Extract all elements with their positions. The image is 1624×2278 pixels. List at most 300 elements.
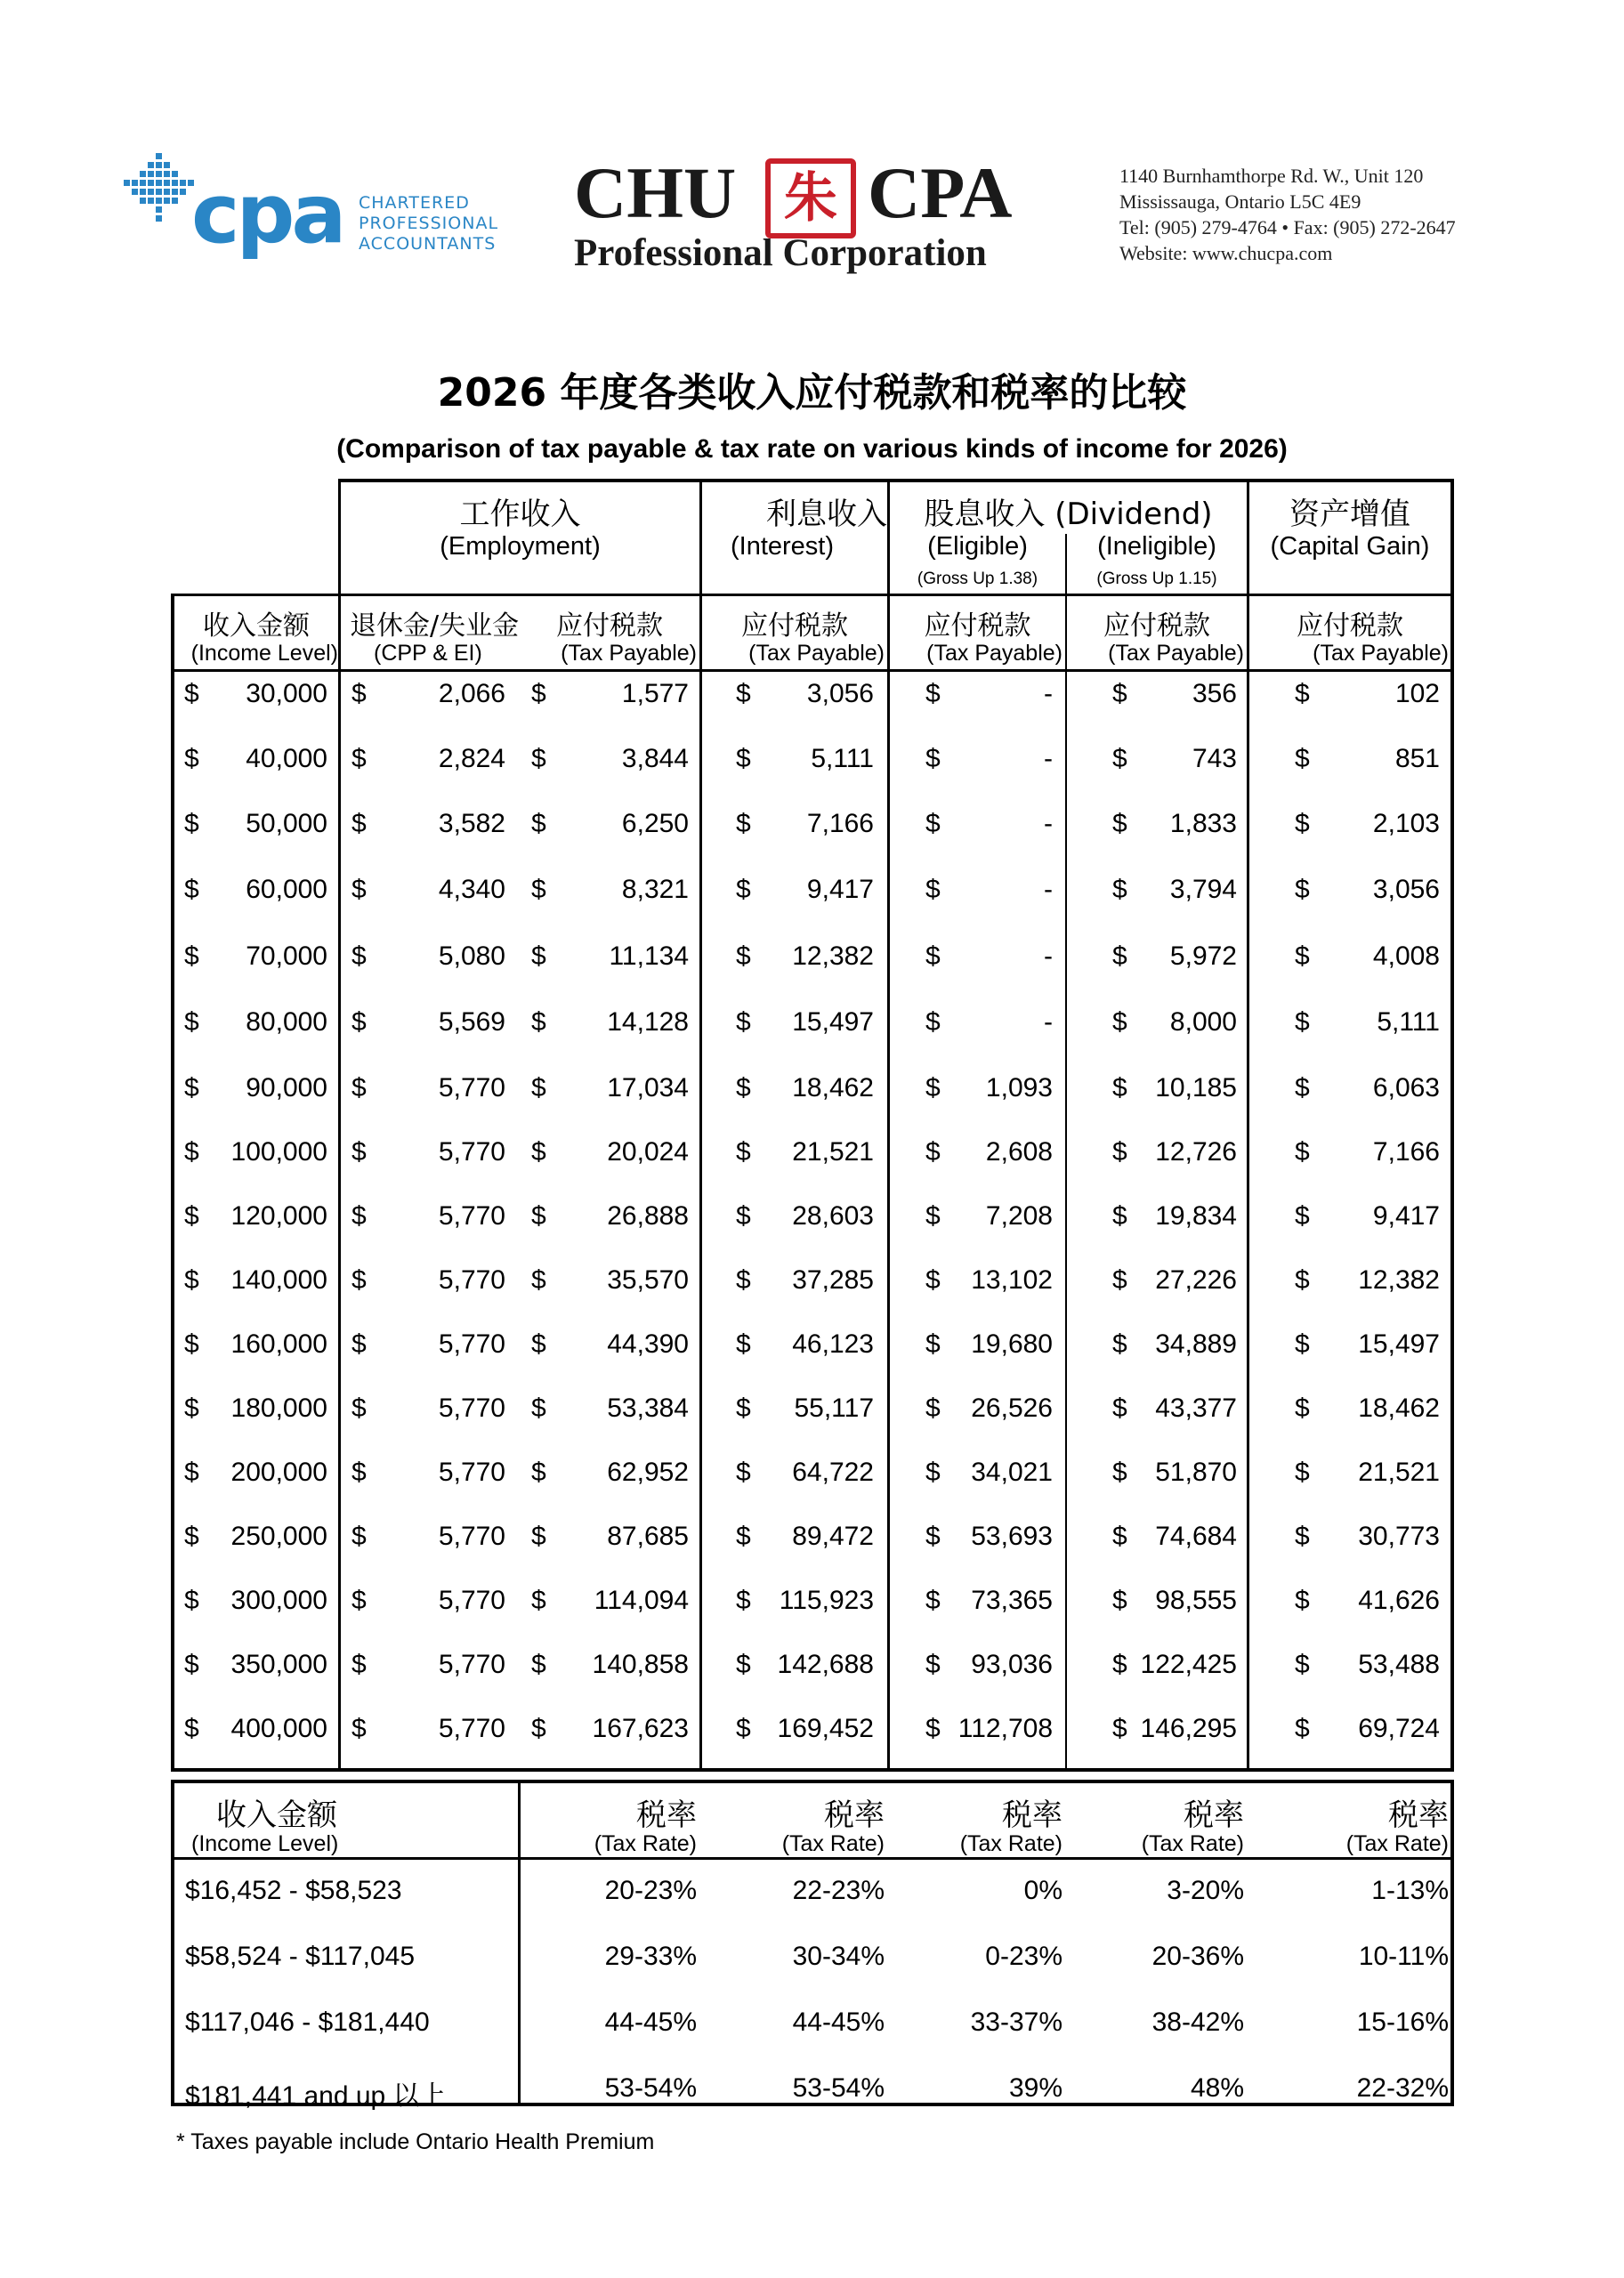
tax-value-cell: 3,794 bbox=[1169, 875, 1237, 904]
tax-value-cell: - bbox=[1044, 941, 1053, 971]
tax-value-cell: 87,685 bbox=[607, 1522, 689, 1551]
tax-value-cell: 12,382 bbox=[1358, 1265, 1440, 1295]
currency-symbol: $ bbox=[925, 1714, 941, 1743]
income-level-cell: 140,000 bbox=[230, 1265, 327, 1295]
currency-symbol: $ bbox=[531, 1073, 546, 1103]
income-level-cell: 350,000 bbox=[230, 1650, 327, 1679]
income-level-cell: 180,000 bbox=[230, 1393, 327, 1423]
currency-symbol: $ bbox=[1112, 1458, 1127, 1487]
currency-symbol: $ bbox=[736, 1586, 751, 1615]
tax-value-cell: 37,285 bbox=[792, 1265, 874, 1295]
cpa-logo-letters: cpa bbox=[191, 166, 343, 262]
currency-symbol: $ bbox=[925, 941, 941, 971]
currency-symbol: $ bbox=[1295, 1393, 1310, 1423]
tax-rate-cell: 0% bbox=[1023, 1876, 1062, 1905]
tax-value-cell: 1,093 bbox=[985, 1073, 1053, 1103]
income-level-cell: 90,000 bbox=[246, 1073, 327, 1103]
tax-value-cell: 14,128 bbox=[607, 1007, 689, 1037]
tax-value-cell: 140,858 bbox=[592, 1650, 689, 1679]
tax-rate-cell: 10-11% bbox=[1358, 1942, 1449, 1971]
tax-value-cell: 26,888 bbox=[607, 1201, 689, 1231]
firm-name-right: CPA bbox=[868, 152, 1013, 233]
tax-value-cell: 8,321 bbox=[621, 875, 689, 904]
group-header-eligible: (Eligible) bbox=[927, 532, 1028, 561]
tax-value-cell: 53,488 bbox=[1358, 1650, 1440, 1679]
currency-symbol: $ bbox=[184, 1586, 199, 1615]
tax-value-cell: 15,497 bbox=[792, 1007, 874, 1037]
tax-value-cell: - bbox=[1044, 875, 1053, 904]
tax-value-cell: 73,365 bbox=[971, 1586, 1053, 1615]
currency-symbol: $ bbox=[184, 1458, 199, 1487]
col-header-capital-gain-tax: 应付税款 bbox=[1297, 610, 1403, 642]
tax-value-cell: 5,080 bbox=[438, 941, 505, 971]
currency-symbol: $ bbox=[925, 809, 941, 838]
currency-symbol: $ bbox=[1112, 941, 1127, 971]
currency-symbol: $ bbox=[925, 1522, 941, 1551]
group-header-dividend: 股息收入 (Dividend) bbox=[924, 497, 1213, 532]
currency-symbol: $ bbox=[351, 1522, 367, 1551]
income-level-cell: 70,000 bbox=[246, 941, 327, 971]
currency-symbol: $ bbox=[351, 1007, 367, 1037]
currency-symbol: $ bbox=[351, 941, 367, 971]
tax-value-cell: 21,521 bbox=[1358, 1458, 1440, 1487]
tax-value-cell: 2,608 bbox=[985, 1137, 1053, 1167]
cpa-word: PROFESSIONAL bbox=[359, 214, 499, 233]
currency-symbol: $ bbox=[1295, 1137, 1310, 1167]
currency-symbol: $ bbox=[1112, 1265, 1127, 1295]
currency-symbol: $ bbox=[184, 941, 199, 971]
currency-symbol: $ bbox=[925, 1650, 941, 1679]
currency-symbol: $ bbox=[531, 1586, 546, 1615]
currency-symbol: $ bbox=[351, 809, 367, 838]
tax-value-cell: - bbox=[1044, 679, 1053, 708]
currency-symbol: $ bbox=[1112, 1650, 1127, 1679]
rate-header-en: (Tax Rate) bbox=[959, 1831, 1062, 1856]
currency-symbol: $ bbox=[736, 1393, 751, 1423]
col-header-cpp: 退休金/失业金 bbox=[350, 610, 520, 642]
tax-value-cell: - bbox=[1044, 809, 1053, 838]
tax-value-cell: 2,103 bbox=[1372, 809, 1440, 838]
currency-symbol: $ bbox=[736, 1329, 751, 1359]
tax-value-cell: 7,208 bbox=[985, 1201, 1053, 1231]
tax-value-cell: 5,111 bbox=[811, 744, 874, 773]
currency-symbol: $ bbox=[184, 1650, 199, 1679]
currency-symbol: $ bbox=[351, 1329, 367, 1359]
tax-rate-cell: 20-36% bbox=[1151, 1942, 1244, 1971]
tax-rate-cell: 29-33% bbox=[604, 1942, 697, 1971]
tax-value-cell: 6,063 bbox=[1372, 1073, 1440, 1103]
income-level-cell: 50,000 bbox=[246, 809, 327, 838]
tax-value-cell: 64,722 bbox=[792, 1458, 874, 1487]
income-level-cell: 400,000 bbox=[230, 1714, 327, 1743]
currency-symbol: $ bbox=[925, 1073, 941, 1103]
tax-value-cell: 1,833 bbox=[1169, 809, 1237, 838]
tax-value-cell: 93,036 bbox=[971, 1650, 1053, 1679]
currency-symbol: $ bbox=[351, 1393, 367, 1423]
income-level-cell: 160,000 bbox=[230, 1329, 327, 1359]
currency-symbol: $ bbox=[736, 1137, 751, 1167]
tax-value-cell: - bbox=[1044, 1007, 1053, 1037]
tax-value-cell: 10,185 bbox=[1155, 1073, 1237, 1103]
rate-income-range: $181,441 and up 以上 bbox=[185, 2081, 447, 2111]
group-header-employment-en: (Employment) bbox=[440, 532, 601, 561]
tax-value-cell: 115,923 bbox=[779, 1586, 874, 1615]
tax-value-cell: 2,066 bbox=[438, 679, 505, 708]
currency-symbol: $ bbox=[925, 1586, 941, 1615]
currency-symbol: $ bbox=[184, 1073, 199, 1103]
currency-symbol: $ bbox=[531, 1007, 546, 1037]
currency-symbol: $ bbox=[531, 875, 546, 904]
tax-value-cell: 5,770 bbox=[438, 1393, 505, 1423]
currency-symbol: $ bbox=[184, 744, 199, 773]
tax-value-cell: 18,462 bbox=[1358, 1393, 1440, 1423]
tax-rate-cell: 48% bbox=[1190, 2073, 1244, 2103]
tax-value-cell: 13,102 bbox=[971, 1265, 1053, 1295]
tax-rate-cell: 22-32% bbox=[1356, 2073, 1449, 2103]
tax-value-cell: 5,770 bbox=[438, 1714, 505, 1743]
col-header-cpp-en: (CPP & EI) bbox=[374, 641, 482, 666]
rate-income-range: $58,524 - $117,045 bbox=[185, 1942, 416, 1971]
firm-name-left: CHU bbox=[574, 152, 737, 233]
currency-symbol: $ bbox=[351, 1714, 367, 1743]
rate-header-en: (Tax Rate) bbox=[1141, 1831, 1244, 1856]
tax-value-cell: 142,688 bbox=[777, 1650, 874, 1679]
tax-value-cell: 356 bbox=[1192, 679, 1237, 708]
rate-header-cn: 税率 bbox=[1388, 1797, 1449, 1833]
cpa-word: ACCOUNTANTS bbox=[359, 234, 497, 254]
col-header-capital-gain-tax-en: (Tax Payable) bbox=[1313, 641, 1449, 666]
tax-value-cell: 28,603 bbox=[792, 1201, 874, 1231]
tax-rate-cell: 0-23% bbox=[985, 1942, 1062, 1971]
currency-symbol: $ bbox=[1295, 1586, 1310, 1615]
currency-symbol: $ bbox=[184, 1137, 199, 1167]
tax-value-cell: 4,340 bbox=[438, 875, 505, 904]
tax-value-cell: 5,770 bbox=[438, 1522, 505, 1551]
tax-value-cell: 5,770 bbox=[438, 1586, 505, 1615]
currency-symbol: $ bbox=[351, 1137, 367, 1167]
tax-value-cell: 26,526 bbox=[971, 1393, 1053, 1423]
tax-rate-cell: 44-45% bbox=[604, 2007, 697, 2037]
rate-header-cn: 税率 bbox=[824, 1797, 885, 1833]
tax-value-cell: 3,056 bbox=[806, 679, 874, 708]
address-line: Website: www.chucpa.com bbox=[1119, 242, 1333, 264]
tax-value-cell: 98,555 bbox=[1155, 1586, 1237, 1615]
currency-symbol: $ bbox=[531, 744, 546, 773]
currency-symbol: $ bbox=[531, 1137, 546, 1167]
currency-symbol: $ bbox=[1112, 1522, 1127, 1551]
tax-value-cell: 5,770 bbox=[438, 1073, 505, 1103]
tax-value-cell: 167,623 bbox=[592, 1714, 689, 1743]
currency-symbol: $ bbox=[736, 1522, 751, 1551]
tax-value-cell: 7,166 bbox=[1372, 1137, 1440, 1167]
tax-value-cell: 9,417 bbox=[806, 875, 874, 904]
income-level-cell: 80,000 bbox=[246, 1007, 327, 1037]
col-header-eligible-tax-en: (Tax Payable) bbox=[926, 641, 1062, 666]
tax-value-cell: 5,770 bbox=[438, 1458, 505, 1487]
tax-value-cell: 11,134 bbox=[609, 941, 689, 971]
tax-value-cell: 3,844 bbox=[621, 744, 689, 773]
tax-value-cell: 74,684 bbox=[1155, 1522, 1237, 1551]
currency-symbol: $ bbox=[351, 1650, 367, 1679]
address-line: 1140 Burnhamthorpe Rd. W., Unit 120 bbox=[1119, 165, 1424, 187]
currency-symbol: $ bbox=[1295, 1265, 1310, 1295]
currency-symbol: $ bbox=[1112, 1137, 1127, 1167]
tax-value-cell: 15,497 bbox=[1358, 1329, 1440, 1359]
group-header-interest: 利息收入 bbox=[766, 497, 887, 532]
currency-symbol: $ bbox=[531, 1522, 546, 1551]
page-title: 2026 年度各类收入应付税款和税率的比较 bbox=[437, 370, 1187, 416]
tax-value-cell: 3,582 bbox=[438, 809, 505, 838]
firm-subtitle: Professional Corporation bbox=[574, 232, 987, 274]
currency-symbol: $ bbox=[184, 1714, 199, 1743]
currency-symbol: $ bbox=[736, 1007, 751, 1037]
tax-value-cell: 62,952 bbox=[607, 1458, 689, 1487]
currency-symbol: $ bbox=[351, 1458, 367, 1487]
currency-symbol: $ bbox=[736, 1201, 751, 1231]
currency-symbol: $ bbox=[736, 875, 751, 904]
group-header-capital-gain: 资产增值 bbox=[1289, 497, 1410, 532]
rate-header-cn: 税率 bbox=[1002, 1797, 1062, 1833]
currency-symbol: $ bbox=[736, 1265, 751, 1295]
tax-value-cell: 30,773 bbox=[1358, 1522, 1440, 1551]
currency-symbol: $ bbox=[351, 875, 367, 904]
currency-symbol: $ bbox=[1295, 941, 1310, 971]
tax-value-cell: 4,008 bbox=[1372, 941, 1440, 971]
tax-value-cell: 17,034 bbox=[607, 1073, 689, 1103]
currency-symbol: $ bbox=[736, 941, 751, 971]
currency-symbol: $ bbox=[1112, 1007, 1127, 1037]
tax-value-cell: 21,521 bbox=[792, 1137, 874, 1167]
currency-symbol: $ bbox=[184, 809, 199, 838]
tax-value-cell: 851 bbox=[1394, 744, 1440, 773]
tax-value-cell: 5,770 bbox=[438, 1329, 505, 1359]
tax-rate-cell: 15-16% bbox=[1356, 2007, 1449, 2037]
tax-value-cell: 43,377 bbox=[1155, 1393, 1237, 1423]
tax-value-cell: 27,226 bbox=[1155, 1265, 1237, 1295]
tax-value-cell: 44,390 bbox=[607, 1329, 689, 1359]
tax-value-cell: 1,577 bbox=[621, 679, 689, 708]
group-header-employment: 工作收入 bbox=[459, 497, 581, 532]
tax-rate-cell: 53-54% bbox=[604, 2073, 697, 2103]
tax-value-cell: 69,724 bbox=[1358, 1714, 1440, 1743]
currency-symbol: $ bbox=[925, 1201, 941, 1231]
cpa-word: CHARTERED bbox=[359, 193, 470, 213]
income-level-cell: 60,000 bbox=[246, 875, 327, 904]
firm-seal-icon: 朱 bbox=[765, 158, 856, 238]
currency-symbol: $ bbox=[351, 1265, 367, 1295]
tax-rate-cell: 33-37% bbox=[970, 2007, 1062, 2037]
group-header-interest-en: (Interest) bbox=[730, 532, 835, 561]
tax-value-cell: 7,166 bbox=[806, 809, 874, 838]
tax-value-cell: 112,708 bbox=[957, 1714, 1053, 1743]
currency-symbol: $ bbox=[736, 1650, 751, 1679]
gross-up-ineligible: (Gross Up 1.15) bbox=[1096, 570, 1217, 588]
tax-value-cell: 51,870 bbox=[1155, 1458, 1237, 1487]
currency-symbol: $ bbox=[1112, 875, 1127, 904]
currency-symbol: $ bbox=[1112, 1714, 1127, 1743]
tax-value-cell: 2,824 bbox=[438, 744, 505, 773]
currency-symbol: $ bbox=[1295, 1714, 1310, 1743]
currency-symbol: $ bbox=[736, 1714, 751, 1743]
col-header-ineligible-tax-en: (Tax Payable) bbox=[1108, 641, 1244, 666]
tax-value-cell: 146,295 bbox=[1140, 1714, 1237, 1743]
currency-symbol: $ bbox=[925, 1393, 941, 1423]
income-level-cell: 30,000 bbox=[246, 679, 327, 708]
address-line: Tel: (905) 279-4764 • Fax: (905) 272-2647 bbox=[1119, 216, 1456, 238]
currency-symbol: $ bbox=[1112, 744, 1127, 773]
currency-symbol: $ bbox=[925, 1137, 941, 1167]
col-header-employment-tax-en: (Tax Payable) bbox=[561, 641, 697, 666]
tax-value-cell: 41,626 bbox=[1358, 1586, 1440, 1615]
currency-symbol: $ bbox=[184, 1265, 199, 1295]
currency-symbol: $ bbox=[184, 1522, 199, 1551]
tax-value-cell: 20,024 bbox=[607, 1137, 689, 1167]
col-header-interest-tax: 应付税款 bbox=[741, 610, 848, 642]
currency-symbol: $ bbox=[925, 679, 941, 708]
address-line: Mississauga, Ontario L5C 4E9 bbox=[1119, 190, 1361, 213]
tax-value-cell: 55,117 bbox=[794, 1393, 874, 1423]
tax-rate-cell: 20-23% bbox=[604, 1876, 697, 1905]
rate-header-en: (Tax Rate) bbox=[781, 1831, 885, 1856]
currency-symbol: $ bbox=[531, 941, 546, 971]
gross-up-eligible: (Gross Up 1.38) bbox=[917, 570, 1038, 588]
tax-value-cell: 19,680 bbox=[971, 1329, 1053, 1359]
tax-value-cell: 9,417 bbox=[1372, 1201, 1440, 1231]
income-level-cell: 100,000 bbox=[230, 1137, 327, 1167]
tax-value-cell: 89,472 bbox=[792, 1522, 874, 1551]
currency-symbol: $ bbox=[1295, 1458, 1310, 1487]
tax-value-cell: 5,569 bbox=[438, 1007, 505, 1037]
currency-symbol: $ bbox=[531, 1650, 546, 1679]
tax-value-cell: 35,570 bbox=[607, 1265, 689, 1295]
group-header-capital-gain-en: (Capital Gain) bbox=[1270, 532, 1430, 561]
currency-symbol: $ bbox=[531, 1329, 546, 1359]
currency-symbol: $ bbox=[351, 1586, 367, 1615]
currency-symbol: $ bbox=[351, 1073, 367, 1103]
currency-symbol: $ bbox=[1295, 679, 1310, 708]
currency-symbol: $ bbox=[184, 1201, 199, 1231]
rate-income-range: $117,046 - $181,440 bbox=[185, 2007, 430, 2037]
currency-symbol: $ bbox=[1112, 1393, 1127, 1423]
tax-rate-cell: 53-54% bbox=[792, 2073, 885, 2103]
tax-rate-cell: 3-20% bbox=[1167, 1876, 1244, 1905]
currency-symbol: $ bbox=[925, 1265, 941, 1295]
currency-symbol: $ bbox=[1112, 1073, 1127, 1103]
tax-value-cell: 8,000 bbox=[1169, 1007, 1237, 1037]
tax-value-cell: 34,021 bbox=[971, 1458, 1053, 1487]
currency-symbol: $ bbox=[1112, 1586, 1127, 1615]
col-header-interest-tax-en: (Tax Payable) bbox=[748, 641, 885, 666]
currency-symbol: $ bbox=[925, 1007, 941, 1037]
income-level-cell: 250,000 bbox=[230, 1522, 327, 1551]
currency-symbol: $ bbox=[1295, 1201, 1310, 1231]
tax-rate-cell: 1-13% bbox=[1371, 1876, 1449, 1905]
currency-symbol: $ bbox=[184, 1329, 199, 1359]
tax-value-cell: 18,462 bbox=[792, 1073, 874, 1103]
currency-symbol: $ bbox=[351, 679, 367, 708]
col-header-eligible-tax: 应付税款 bbox=[924, 610, 1031, 642]
tax-value-cell: 5,770 bbox=[438, 1137, 505, 1167]
currency-symbol: $ bbox=[1295, 744, 1310, 773]
income-level-cell: 120,000 bbox=[230, 1201, 327, 1231]
tax-value-cell: 12,382 bbox=[792, 941, 874, 971]
currency-symbol: $ bbox=[531, 809, 546, 838]
tax-value-cell: 5,770 bbox=[438, 1650, 505, 1679]
currency-symbol: $ bbox=[1295, 1522, 1310, 1551]
currency-symbol: $ bbox=[1295, 875, 1310, 904]
currency-symbol: $ bbox=[1112, 1201, 1127, 1231]
tax-value-cell: 114,094 bbox=[594, 1586, 689, 1615]
tax-value-cell: 122,425 bbox=[1140, 1650, 1237, 1679]
tax-value-cell: 46,123 bbox=[792, 1329, 874, 1359]
tax-value-cell: 5,111 bbox=[1377, 1007, 1440, 1037]
rate-header-income-en: (Income Level) bbox=[191, 1831, 339, 1856]
currency-symbol: $ bbox=[1295, 1650, 1310, 1679]
tax-value-cell: 12,726 bbox=[1155, 1137, 1237, 1167]
tax-rate-cell: 30-34% bbox=[792, 1942, 885, 1971]
currency-symbol: $ bbox=[184, 1007, 199, 1037]
currency-symbol: $ bbox=[531, 679, 546, 708]
currency-symbol: $ bbox=[1295, 1329, 1310, 1359]
rate-header-cn: 税率 bbox=[1184, 1797, 1244, 1833]
tax-value-cell: 5,770 bbox=[438, 1265, 505, 1295]
income-level-cell: 40,000 bbox=[246, 744, 327, 773]
page-subtitle: (Comparison of tax payable & tax rate on various kinds of income for 2026) bbox=[336, 434, 1288, 464]
tax-value-cell: 743 bbox=[1192, 744, 1237, 773]
tax-value-cell: 53,693 bbox=[971, 1522, 1053, 1551]
col-header-income-en: (Income Level) bbox=[190, 641, 338, 666]
currency-symbol: $ bbox=[1112, 1329, 1127, 1359]
currency-symbol: $ bbox=[925, 1329, 941, 1359]
currency-symbol: $ bbox=[1112, 679, 1127, 708]
tax-value-cell: 169,452 bbox=[777, 1714, 874, 1743]
tax-value-cell: 3,056 bbox=[1372, 875, 1440, 904]
tax-value-cell: 5,972 bbox=[1169, 941, 1237, 971]
currency-symbol: $ bbox=[736, 809, 751, 838]
currency-symbol: $ bbox=[531, 1393, 546, 1423]
currency-symbol: $ bbox=[736, 744, 751, 773]
currency-symbol: $ bbox=[1295, 809, 1310, 838]
currency-symbol: $ bbox=[925, 1458, 941, 1487]
col-header-income: 收入金额 bbox=[203, 610, 310, 642]
col-header-ineligible-tax: 应付税款 bbox=[1103, 610, 1210, 642]
currency-symbol: $ bbox=[925, 875, 941, 904]
income-level-cell: 200,000 bbox=[230, 1458, 327, 1487]
rate-header-income: 收入金额 bbox=[216, 1797, 337, 1833]
rate-income-range: $16,452 - $58,523 bbox=[185, 1876, 402, 1905]
currency-symbol: $ bbox=[1295, 1007, 1310, 1037]
footnote: * Taxes payable include Ontario Health Premium bbox=[176, 2129, 655, 2154]
tax-rate-cell: 39% bbox=[1008, 2073, 1062, 2103]
rate-header-en: (Tax Rate) bbox=[594, 1831, 697, 1856]
currency-symbol: $ bbox=[351, 744, 367, 773]
tax-value-cell: 19,834 bbox=[1155, 1201, 1237, 1231]
currency-symbol: $ bbox=[351, 1201, 367, 1231]
currency-symbol: $ bbox=[736, 1458, 751, 1487]
currency-symbol: $ bbox=[531, 1458, 546, 1487]
currency-symbol: $ bbox=[925, 744, 941, 773]
currency-symbol: $ bbox=[531, 1714, 546, 1743]
currency-symbol: $ bbox=[736, 679, 751, 708]
group-header-ineligible: (Ineligible) bbox=[1097, 532, 1216, 561]
tax-value-cell: 34,889 bbox=[1155, 1329, 1237, 1359]
tax-value-cell: 53,384 bbox=[607, 1393, 689, 1423]
income-level-cell: 300,000 bbox=[230, 1586, 327, 1615]
currency-symbol: $ bbox=[1295, 1073, 1310, 1103]
rate-header-en: (Tax Rate) bbox=[1345, 1831, 1449, 1856]
currency-symbol: $ bbox=[531, 1201, 546, 1231]
currency-symbol: $ bbox=[184, 679, 199, 708]
